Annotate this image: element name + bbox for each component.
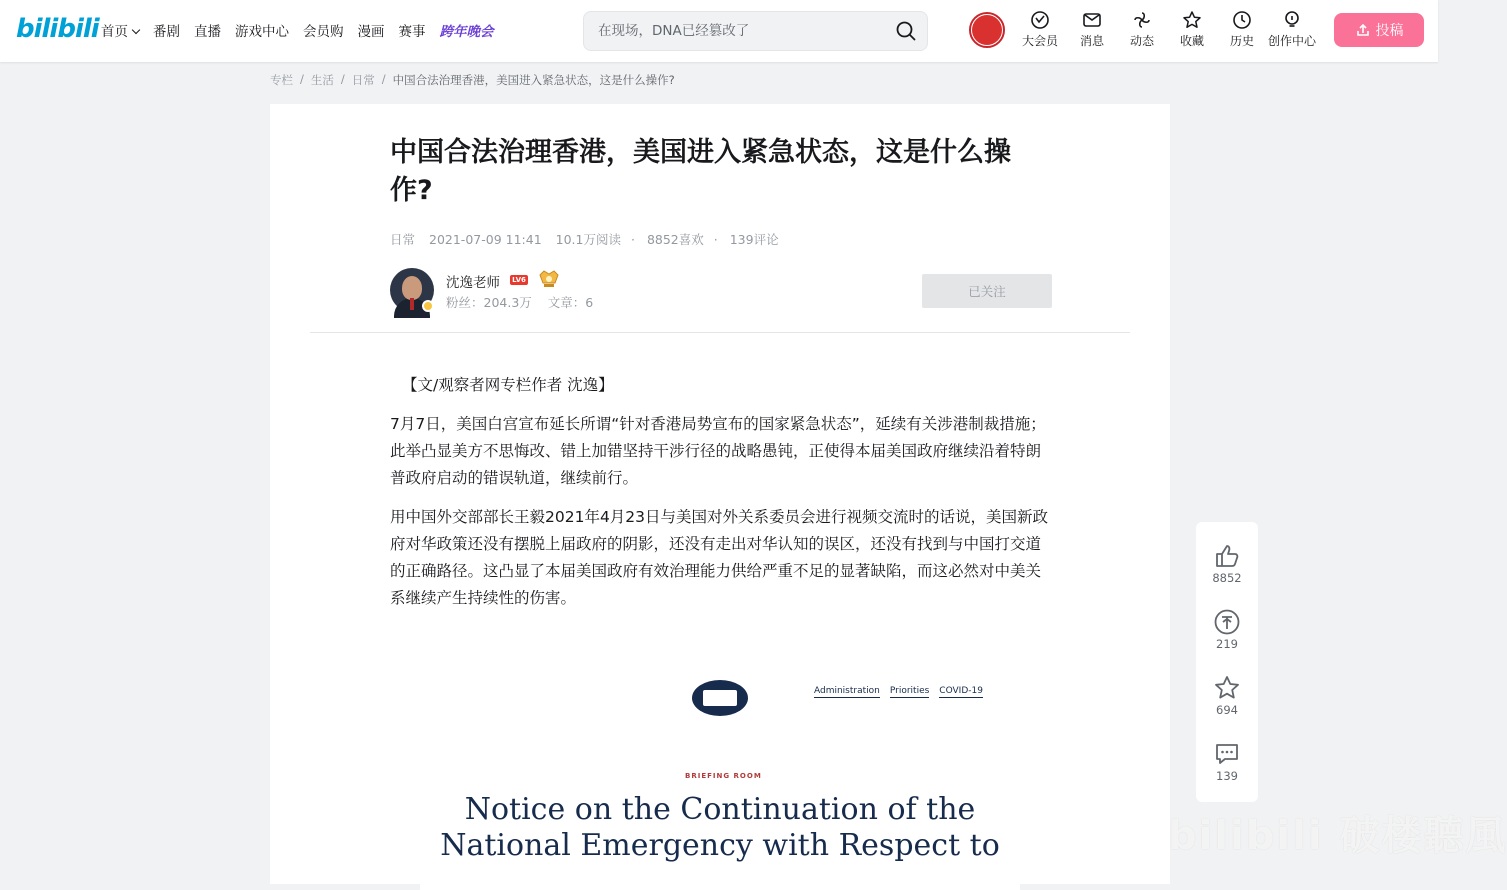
breadcrumb-current: 中国合法治理香港，美国进入紧急状态，这是什么操作? bbox=[392, 73, 675, 87]
chevron-down-icon bbox=[132, 26, 140, 34]
nav-item-live[interactable]: 直播 bbox=[194, 24, 221, 40]
history-entry[interactable] bbox=[1230, 10, 1254, 49]
embed-nav-item: COVID-19 bbox=[939, 686, 983, 696]
dynamic-entry[interactable] bbox=[1130, 10, 1154, 49]
creator-center-entry[interactable] bbox=[1268, 10, 1316, 49]
favorite-button[interactable] bbox=[1196, 674, 1258, 717]
divider bbox=[310, 332, 1130, 333]
like-button[interactable] bbox=[1196, 542, 1258, 585]
embed-nav-item: Priorities bbox=[889, 686, 930, 696]
article-body bbox=[390, 372, 1050, 624]
message-label: 消息 bbox=[1080, 34, 1105, 48]
bulb-icon bbox=[1282, 10, 1302, 30]
nav-item-mall[interactable]: 会员购 bbox=[303, 24, 344, 40]
star-icon bbox=[1213, 674, 1241, 702]
embed-nav-item: Administration bbox=[814, 686, 880, 696]
comment-button[interactable] bbox=[1196, 740, 1258, 783]
bilibili-logo[interactable]: bilibili bbox=[16, 14, 99, 44]
nav-item-new-year-gala[interactable]: 跨年晚会 bbox=[439, 24, 494, 40]
dynamic-label: 动态 bbox=[1130, 34, 1155, 48]
comment-icon bbox=[1213, 740, 1241, 768]
article-category[interactable]: 日常 bbox=[390, 232, 416, 247]
history-label: 历史 bbox=[1230, 34, 1255, 48]
article-paragraph: 7月7日，美国白宫宣布延长所谓“针对香港局势宣布的国家紧急状态”，延续有关涉港制裁措施；此举凸显美方不思悔改、错上加错坚持干涉行径的战略愚钝，正使得本届美国政府继续沿着特朗普政府启动的错误轨道，继续前行。 bbox=[390, 415, 1046, 487]
favorites-entry[interactable] bbox=[1180, 10, 1204, 49]
star-icon bbox=[1182, 10, 1202, 30]
article-date: 2021-07-09 11:41 bbox=[429, 232, 542, 247]
coin-button[interactable] bbox=[1196, 608, 1258, 651]
upload-button[interactable] bbox=[1334, 13, 1424, 47]
breadcrumb-life[interactable]: 生活 bbox=[310, 73, 334, 87]
message-icon bbox=[1082, 10, 1102, 30]
article-title: 中国合法治理香港，美国进入紧急状态，这是什么操作? bbox=[390, 137, 1011, 206]
breadcrumb-daily[interactable]: 日常 bbox=[351, 73, 375, 87]
favorites-label: 收藏 bbox=[1180, 34, 1205, 48]
embed-headline: Notice on the Continuation of the National Emergency with Respect to bbox=[440, 792, 1000, 863]
vip-icon bbox=[1030, 10, 1050, 30]
nav-item-home[interactable]: 首页 bbox=[101, 20, 139, 40]
upload-icon bbox=[1355, 23, 1371, 37]
clock-icon bbox=[1232, 10, 1252, 30]
author-name[interactable]: 沈逸老师 bbox=[446, 275, 500, 291]
watermark: bilibili 破楼聽風 bbox=[1168, 813, 1507, 859]
search-box bbox=[583, 11, 928, 51]
verified-badge-icon bbox=[422, 300, 434, 312]
nav-item-manga[interactable]: 漫画 bbox=[357, 24, 385, 40]
user-avatar[interactable] bbox=[969, 12, 1005, 48]
article-card bbox=[270, 104, 1170, 884]
vip-entry[interactable] bbox=[1022, 10, 1058, 49]
main-nav bbox=[101, 20, 508, 40]
upload-label: 投稿 bbox=[1375, 23, 1404, 39]
article-meta: 日常 2021-07-09 11:41 10.1万阅读 · 8852喜欢 · 139评论 bbox=[390, 232, 779, 247]
action-sidebar bbox=[1196, 522, 1258, 802]
dynamic-icon bbox=[1132, 10, 1152, 30]
level-badge: LV6 bbox=[510, 275, 528, 285]
embed-section-label: BRIEFING ROOM bbox=[685, 772, 762, 780]
nav-item-game-center[interactable]: 游戏中心 bbox=[235, 24, 289, 40]
nav-item-anime[interactable]: 番剧 bbox=[153, 24, 180, 40]
favorite-count: 694 bbox=[1216, 703, 1238, 717]
coin-icon bbox=[1213, 608, 1241, 636]
creator-center-label: 创作中心 bbox=[1268, 34, 1317, 48]
article-likes: 8852喜欢 bbox=[646, 232, 704, 247]
embedded-screenshot bbox=[420, 660, 1020, 890]
white-house-logo-icon bbox=[692, 680, 748, 716]
coin-count: 219 bbox=[1216, 637, 1238, 651]
search-input[interactable] bbox=[584, 12, 884, 50]
article-paragraph: 用中国外交部部长王毅2021年4月23日与美国对外关系委员会进行视频交流时的话说，美国新政府对华政策还没有摆脱上届政府的阴影，还没有走出对华认知的误区，还没有找到与中国打交道的正确路径。这凸显了本届美国政府有效治理能力供给严重不足的显著缺陷，而这必然对中美关系继续产生持续性的伤害。 bbox=[390, 508, 1049, 607]
search-icon[interactable] bbox=[895, 20, 917, 42]
author-stats bbox=[446, 293, 605, 311]
follow-button[interactable]: 已关注 bbox=[922, 274, 1052, 308]
author-fans: 粉丝：204.3万 bbox=[446, 295, 532, 310]
article-views: 10.1万阅读 bbox=[555, 232, 621, 247]
author-articles: 文章：6 bbox=[547, 295, 594, 310]
top-header bbox=[0, 0, 1438, 62]
nav-item-esports[interactable]: 赛事 bbox=[398, 24, 426, 40]
article-byline: 【文/观察者网专栏作者 沈逸】 bbox=[402, 376, 614, 394]
vip-medal-icon bbox=[538, 269, 560, 289]
breadcrumb-column[interactable]: 专栏 bbox=[270, 73, 293, 87]
comment-count: 139 bbox=[1216, 769, 1238, 783]
message-entry[interactable] bbox=[1080, 10, 1104, 49]
embed-nav bbox=[814, 686, 983, 698]
vip-label: 大会员 bbox=[1022, 34, 1059, 48]
article-comments: 139评论 bbox=[729, 232, 779, 247]
like-count: 8852 bbox=[1212, 571, 1242, 585]
thumbs-up-icon bbox=[1213, 542, 1241, 570]
breadcrumb: 专栏 / 生活 / 日常 / 中国合法治理香港，美国进入紧急状态，这是什么操作? bbox=[270, 72, 675, 87]
